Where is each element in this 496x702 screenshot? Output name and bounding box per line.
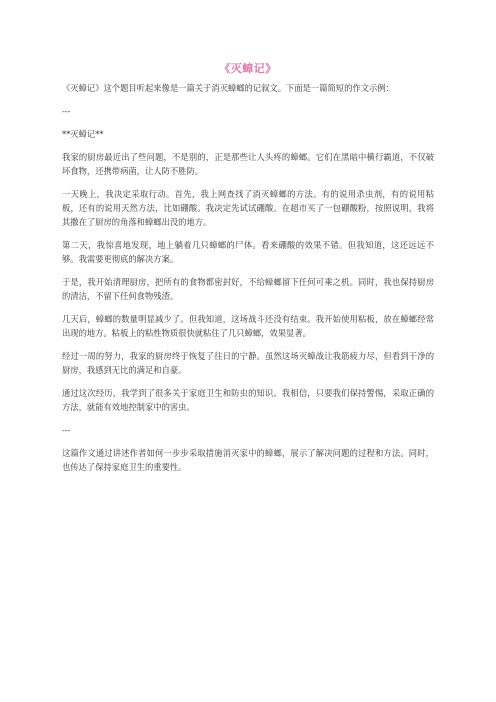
essay-paragraph-5: 几天后，蟑螂的数量明显减少了。但我知道，这场战斗还没有结束。我开始使用粘板，放在蟑螂经常出现的地方。粘板上的粘性物质很快就粘住了几只蟑螂，效果显著。 [62,314,434,338]
essay-paragraph-4: 于是，我开始清理厨房，把所有的食物都密封好，不给蟑螂留下任何可乘之机。同时，我也保持厨房的清洁，不留下任何食物残渣。 [62,277,434,301]
separator-line: --- [62,106,71,116]
intro-paragraph: 《灭蟑记》这个题目听起来像是一篇关于消灭蟑螂的记叙文。下面是一篇简短的作文示例： [62,83,394,93]
essay-paragraph-7: 通过这次经历，我学到了很多关于家庭卫生和防虫的知识。我相信，只要我们保持警惕，采取正确的方法，就能有效地控制家中的害虫。 [62,388,434,412]
essay-paragraph-2: 一天晚上，我决定采取行动。首先，我上网查找了消灭蟑螂的方法。有的说用杀虫剂，有的说用粘板，还有的说用天然方法，比如硼酸。我决定先试试硼酸。在超市买了一包硼酸粉，按照说明，我将其撒在了厨房的角落和蟑螂出没的地方。 [62,189,434,227]
document-title: 《灭蟑记》 [219,62,277,75]
separator-line-2: --- [62,425,71,435]
essay-paragraph-1: 我家的厨房最近出了些问题，不是别的，正是那些让人头疼的蟑螂。它们在黑暗中横行霸道，不仅破坏食物，还携带病菌，让人防不胜防。 [62,152,434,176]
essay-paragraph-3: 第二天，我惊喜地发现，地上躺着几只蟑螂的尸体。看来硼酸的效果不错。但我知道，这还远远不够。我需要更彻底的解决方案。 [62,240,434,264]
closing-paragraph: 这篇作文通过讲述作者如何一步步采取措施消灭家中的蟑螂，展示了解决问题的过程和方法。同时，也传达了保持家庭卫生的重要性。 [62,448,434,472]
essay-subtitle: **灭蟑记** [62,129,104,139]
essay-paragraph-6: 经过一周的努力，我家的厨房终于恢复了往日的宁静。虽然这场灭蟑战让我筋疲力尽，但看到干净的厨房，我感到无比的满足和自豪。 [62,351,434,375]
document-page [62,62,434,483]
